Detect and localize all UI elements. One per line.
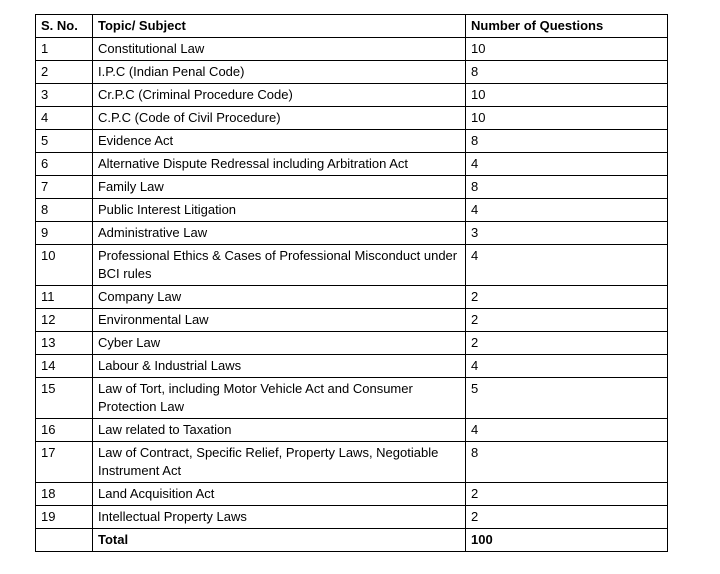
row-sno: 19 bbox=[36, 506, 93, 529]
row-count: 10 bbox=[466, 38, 668, 61]
row-topic: Law related to Taxation bbox=[93, 419, 466, 442]
row-count: 2 bbox=[466, 309, 668, 332]
row-sno: 5 bbox=[36, 130, 93, 153]
table-row bbox=[36, 245, 668, 286]
row-topic: I.P.C (Indian Penal Code) bbox=[93, 61, 466, 84]
table-row bbox=[36, 176, 668, 199]
row-topic: Constitutional Law bbox=[93, 38, 466, 61]
row-count: 5 bbox=[466, 378, 668, 419]
table-row bbox=[36, 419, 668, 442]
table-row bbox=[36, 130, 668, 153]
total-sno-empty bbox=[36, 529, 93, 552]
row-topic: C.P.C (Code of Civil Procedure) bbox=[93, 107, 466, 130]
row-sno: 18 bbox=[36, 483, 93, 506]
row-sno: 17 bbox=[36, 442, 93, 483]
row-topic: Family Law bbox=[93, 176, 466, 199]
header-sno: S. No. bbox=[36, 15, 93, 38]
questions-table bbox=[35, 14, 668, 552]
row-topic: Law of Contract, Specific Relief, Property Laws, Negotiable Instrument Act bbox=[93, 442, 466, 483]
row-sno: 6 bbox=[36, 153, 93, 176]
total-label: Total bbox=[93, 529, 466, 552]
table-row bbox=[36, 107, 668, 130]
row-topic: Intellectual Property Laws bbox=[93, 506, 466, 529]
row-count: 2 bbox=[466, 286, 668, 309]
row-count: 2 bbox=[466, 332, 668, 355]
row-topic: Evidence Act bbox=[93, 130, 466, 153]
row-topic: Law of Tort, including Motor Vehicle Act and Consumer Protection Law bbox=[93, 378, 466, 419]
row-count: 4 bbox=[466, 355, 668, 378]
table-row bbox=[36, 442, 668, 483]
table-row bbox=[36, 355, 668, 378]
row-count: 10 bbox=[466, 84, 668, 107]
row-count: 8 bbox=[466, 130, 668, 153]
table-row bbox=[36, 378, 668, 419]
table-row bbox=[36, 199, 668, 222]
row-topic: Administrative Law bbox=[93, 222, 466, 245]
row-sno: 9 bbox=[36, 222, 93, 245]
row-sno: 8 bbox=[36, 199, 93, 222]
row-sno: 15 bbox=[36, 378, 93, 419]
table-row bbox=[36, 483, 668, 506]
row-topic: Professional Ethics & Cases of Professional Misconduct under BCI rules bbox=[93, 245, 466, 286]
row-sno: 10 bbox=[36, 245, 93, 286]
row-sno: 14 bbox=[36, 355, 93, 378]
row-count: 4 bbox=[466, 245, 668, 286]
row-topic: Public Interest Litigation bbox=[93, 199, 466, 222]
row-count: 8 bbox=[466, 442, 668, 483]
row-topic: Land Acquisition Act bbox=[93, 483, 466, 506]
row-topic: Cyber Law bbox=[93, 332, 466, 355]
row-sno: 16 bbox=[36, 419, 93, 442]
row-topic: Labour & Industrial Laws bbox=[93, 355, 466, 378]
table-header-row bbox=[36, 15, 668, 38]
table-row bbox=[36, 309, 668, 332]
row-sno: 12 bbox=[36, 309, 93, 332]
header-count: Number of Questions bbox=[466, 15, 668, 38]
total-count: 100 bbox=[466, 529, 668, 552]
row-topic: Environmental Law bbox=[93, 309, 466, 332]
table-row bbox=[36, 222, 668, 245]
table-row bbox=[36, 84, 668, 107]
row-count: 2 bbox=[466, 506, 668, 529]
row-topic: Alternative Dispute Redressal including Arbitration Act bbox=[93, 153, 466, 176]
row-count: 4 bbox=[466, 153, 668, 176]
row-sno: 11 bbox=[36, 286, 93, 309]
total-row bbox=[36, 529, 668, 552]
row-sno: 2 bbox=[36, 61, 93, 84]
row-sno: 4 bbox=[36, 107, 93, 130]
table-row bbox=[36, 506, 668, 529]
row-count: 8 bbox=[466, 61, 668, 84]
table-row bbox=[36, 38, 668, 61]
row-count: 4 bbox=[466, 419, 668, 442]
table-row bbox=[36, 332, 668, 355]
row-count: 8 bbox=[466, 176, 668, 199]
table-row bbox=[36, 61, 668, 84]
row-count: 4 bbox=[466, 199, 668, 222]
row-count: 3 bbox=[466, 222, 668, 245]
table-row bbox=[36, 286, 668, 309]
header-topic: Topic/ Subject bbox=[93, 15, 466, 38]
row-sno: 3 bbox=[36, 84, 93, 107]
table-row bbox=[36, 153, 668, 176]
row-sno: 7 bbox=[36, 176, 93, 199]
row-topic: Cr.P.C (Criminal Procedure Code) bbox=[93, 84, 466, 107]
row-count: 10 bbox=[466, 107, 668, 130]
row-count: 2 bbox=[466, 483, 668, 506]
row-sno: 1 bbox=[36, 38, 93, 61]
row-topic: Company Law bbox=[93, 286, 466, 309]
row-sno: 13 bbox=[36, 332, 93, 355]
